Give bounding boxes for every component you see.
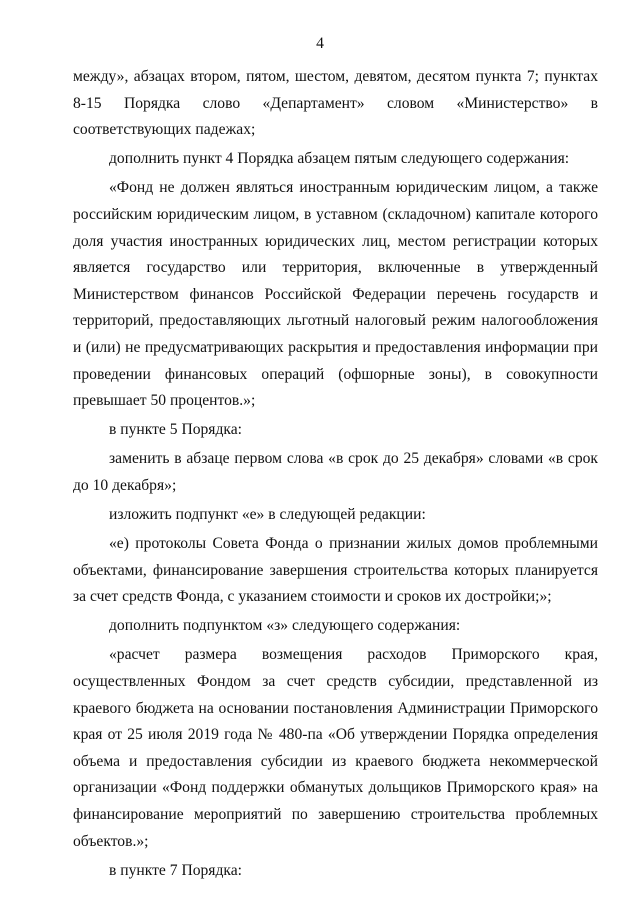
paragraph-amend-terms: между», абзацах втором, пятом, шестом, девятом, десятом пункта 7; пунктах 8-15 Порядка слово «Департамент» словом «Министерство» в соответствующих падежах; — [73, 68, 598, 139]
page-number: 4 — [316, 35, 324, 52]
paragraph-point-7: в пункте 7 Порядка: — [109, 861, 243, 879]
paragraph-subpoint-e-text: «е) протоколы Совета Фонда о признании жилых домов проблемными объектами, финансирование завершения строительства которых планируется за счет средств Фонда, с указанием стоимости и сроков их достройки;»; — [73, 535, 598, 606]
paragraph-add-point-4: дополнить пункт 4 Порядка абзацем пятым следующего содержания: — [109, 150, 570, 168]
document-body — [73, 64, 598, 884]
paragraph-subpoint-z-heading: дополнить подпунктом «з» следующего содержания: — [109, 617, 461, 635]
paragraph-fund-requirement: «Фонд не должен являться иностранным юридическим лицом, а также российским юридическим лицом, в уставном (складочном) капитале которого доля участия иностранных юридических лиц, местом регистрации которых является государство или территория, включенные в утвержденный Министерством финансов Российской Федерации перечень государств и территорий, предоставляющих льготный налоговый режим налогообложения и (или) не предусматривающих раскрытия и предоставления информации при проведении финансовых операций (офшорные зоны), в совокупности превышает 50 процентов.»; — [73, 179, 598, 410]
paragraph-point-5: в пункте 5 Порядка: — [109, 421, 243, 439]
paragraph-subpoint-e-heading: изложить подпункт «е» в следующей редакции: — [109, 506, 426, 523]
paragraph-subpoint-z-text: «расчет размера возмещения расходов Приморского края, осуществленных Фондом за счет средств субсидии, представленной из краевого бюджета на основании постановления Администрации Приморского края от 25 июля 2019 года № 480-па «Об утверждении Порядка определения объема и предоставления субсидии из краевого бюджета некоммерческой организации «Фонд поддержки обманутых дольщиков Приморского края» на финансирование мероприятий по завершению строительства проблемных объектов.»; — [73, 646, 598, 850]
paragraph-replace-deadline: заменить в абзаце первом слова «в срок до 25 декабря» словами «в срок до 10 декабря»; — [73, 450, 598, 494]
